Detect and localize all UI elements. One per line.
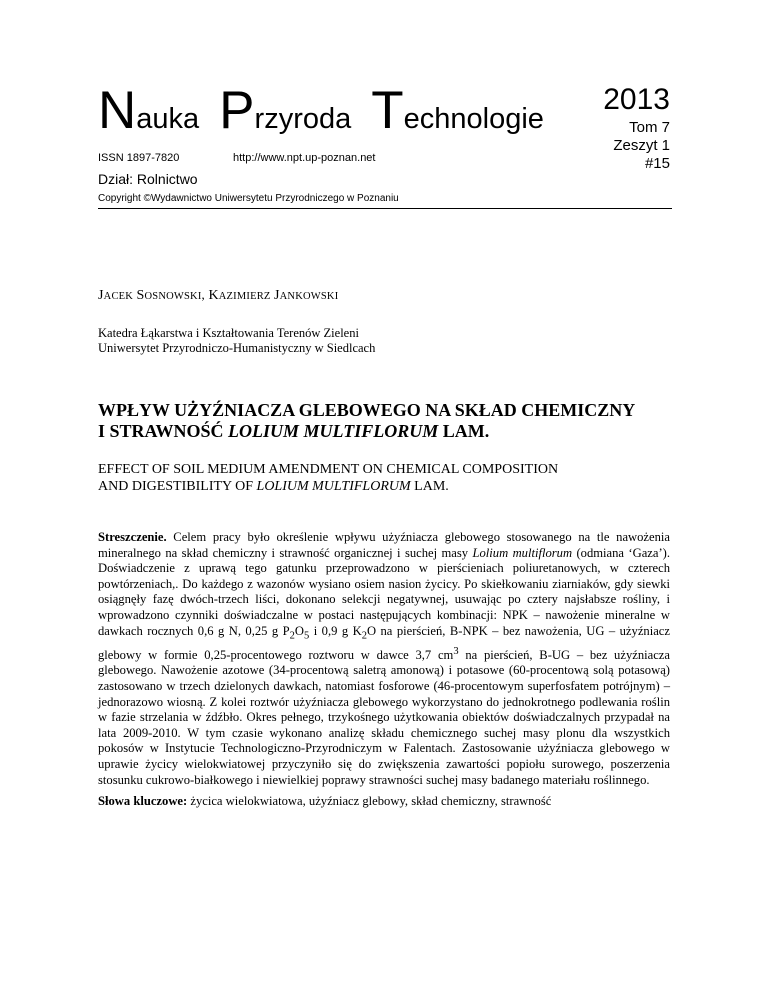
copyright: Copyright ©Wydawnictwo Uniwersytetu Przyrodniczego w Poznaniu xyxy=(98,193,399,204)
keywords: Słowa kluczowe: życica wielokwiatowa, użyźniacz glebowy, skład chemiczny, strawność xyxy=(98,794,552,808)
journal-word-przyroda: rzyroda xyxy=(254,103,352,135)
issue-info xyxy=(603,85,670,173)
affiliation-university: Uniwersytet Przyrodniczo-Humanistyczny w Siedlcach xyxy=(98,341,376,355)
journal-initial-t: T xyxy=(371,81,404,140)
journal-initial-n: N xyxy=(98,81,137,140)
affiliation-department: Katedra Łąkarstwa i Kształtowania Terenów Zieleni xyxy=(98,326,359,340)
journal-initial-p: P xyxy=(219,81,255,140)
affiliation xyxy=(98,326,375,356)
issn: ISSN 1897-7820 xyxy=(98,152,180,164)
journal-title xyxy=(98,81,544,140)
authors: JACEK SOSNOWSKI, KAZIMIERZ JANKOWSKI xyxy=(98,287,339,303)
title-polish: WPŁYW UŻYŹNIACZA GLEBOWEGO NA SKŁAD CHEMICZNY I STRAWNOŚĆ LOLIUM MULTIFLORUM LAM. xyxy=(98,400,636,441)
abstract: Streszczenie. Celem pracy było określenie wpływu użyźniacza glebowego stosowanego na tle nawożenia mineralnego na skład chemiczny i strawność organicznej i suchej masy Lolium multiflorum (odmiana ‘Gaza’). Doświadczenie z uprawą tego gatunku przeprowadzono w pierścieniach poliuretanowych, w czterech powtórzeniach,. Do każdego z wazonów wysiano osiem nasion życicy. Po skiełkowaniu ziarniaków, gdy siewki osiągnęły fazę dwóch-trzech liści, dokonano selekcji negatywnej, usuwając po cztery najsłabsze rośliny, i wprowadzono czynniki doświadczalne w postaci następujących kombinacji: NPK – nawożenie mineralne w dawkach rocznych 0,6 g N, 0,25 g $P_2O_5$ i 0,9 g $K_2O$ na pierścień, B-NPK – bez nawożenia, UG – użyźniacz glebowy w formie 0,25-procentowego roztworu w dawce 3,7 $cm^3$ na pierścień, B-UG – bez użyźniacza glebowego. Nawożenie azotowe (34-procentową saletrą amonową) i potasowe (60-procentową solą potasową) zastosowano w trzech dzielonych dawkach, natomiast fosforowe (46-procentowym superfosfatem potrójnym) – jednorazowo wiosną. Z kolei roztwór użyźniacza glebowego wykorzystano do jednokrotnego podlewania roślin w fazie strzelania w źdźbło. Okres pełnego, trzykośnego użytkowania obiektów doświadczalnych przypadał na lata 2009-2010. W tym czasie wykonano analizę składu chemicznego suchej masy plonu dla wszystkich pokosów w Instytucie Technologiczno-Przyrodniczym w Falentach. Zastosowanie użyźniacza glebowego w uprawie życicy wielokwiatowej przyczyniło się do zwiększenia zawartości popiołu surowego, poszerzenia stosunku cukrowo-białkowego i niewielkiej poprawy strawności suchej masy badanego materiału roślinnego. xyxy=(98,530,670,787)
journal-word-nauka: auka xyxy=(136,103,200,135)
journal-url[interactable]: http://www.npt.up-poznan.net xyxy=(233,152,376,164)
article-number: #15 xyxy=(644,155,670,172)
issue-volume: Tom 7 xyxy=(629,119,670,136)
title-english: EFFECT OF SOIL MEDIUM AMENDMENT ON CHEMICAL COMPOSITION AND DIGESTIBILITY OF LOLIUM MULTIFLORUM LAM. xyxy=(98,462,559,494)
abstract-label: Streszczenie. xyxy=(98,530,167,544)
header-divider xyxy=(98,208,672,209)
keywords-label: Słowa kluczowe: xyxy=(98,794,188,808)
issue-number: Zeszyt 1 xyxy=(613,137,670,154)
issue-year: 2013 xyxy=(603,83,670,116)
journal-word-technologie: echnologie xyxy=(403,103,544,135)
section-label: Dział: Rolnictwo xyxy=(98,171,198,187)
